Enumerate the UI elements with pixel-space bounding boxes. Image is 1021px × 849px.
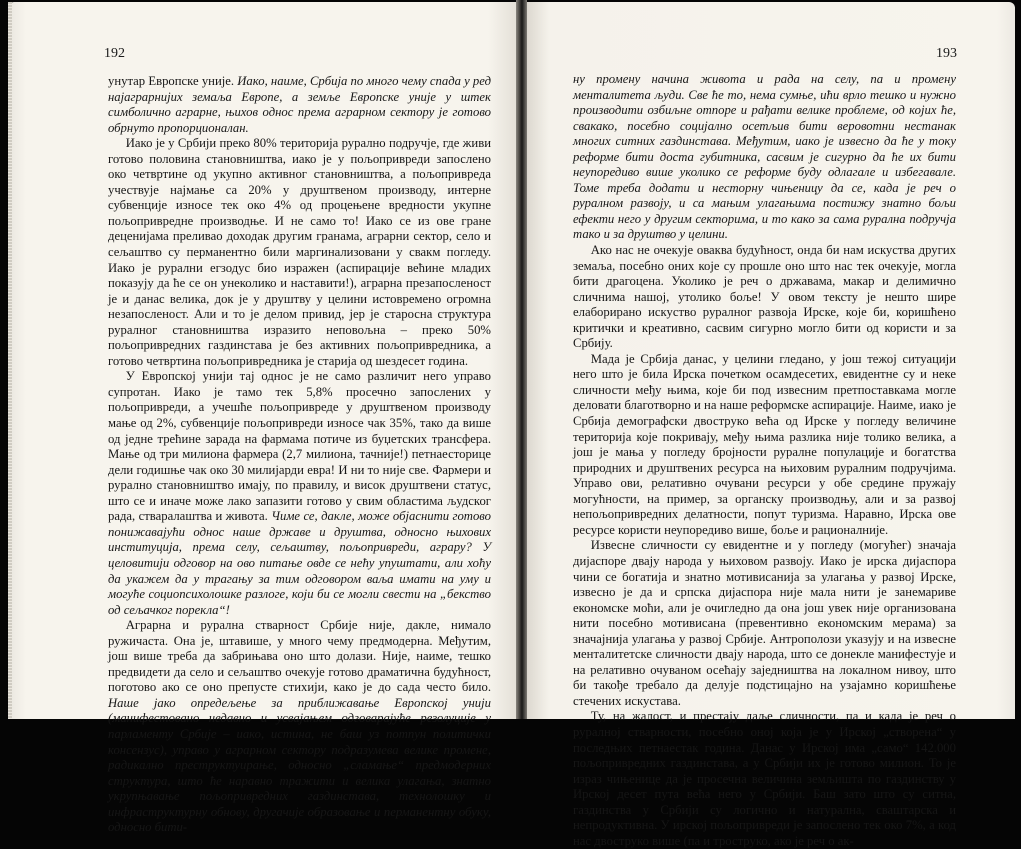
paragraph bbox=[573, 709, 956, 849]
paragraph-text: Иако је у Србији преко 80% територија рурално подручје, где живи готово половина становништва, иако је у пољопривреди запослено око четвртине од укупно активног становништва, а пољопривреда учествује најмање са 20% у друштвеном производу, интерне субвенције износе тек око 4% од процењене вредности укупне пољопривредне производње. И не само то! Иако се из ове гране деценијама преливао доходак другим гранама, аграрни сектор, село и сељаштво су перманентно били маргинализовани у свакм погледу. Иако је рурални егзодус био изражен (аспирације већине младих показују да ће се он унеколико и наставити!), аграрна презапосленост је и данас велика, док је у друштву у целини истовремено огромна незапосленост. Али и то је делом привид, јер је старосна структура руралног становништва изразито неповољна – преко 50% пољопривредних газдинстава је без активних пољопривредника, а готово четвртина пољопривредника је старија од шездесет година. bbox=[108, 136, 491, 368]
paragraph bbox=[573, 72, 956, 243]
paragraph bbox=[108, 136, 491, 369]
left-page-text bbox=[108, 74, 491, 836]
left-page bbox=[8, 2, 516, 835]
paragraph bbox=[108, 618, 491, 836]
page-number-right: 193 bbox=[936, 46, 957, 61]
paragraph bbox=[573, 243, 956, 352]
paragraph-text: Извесне сличности су евидентне и у погледу (могућег) значаја дијаспоре двају народа у њиховом развоју. Иако је ирска дијаспора чини се богатија и знатно мотивисанија за улагања у развој Ирске, извесно је да и српска дијаспора није мала нити је занемариве економске моћи, али је очигледно да она још увек није организована нити посебно мотивисана (превентивно економским мерама) за значајнија улагања у развој Србије. Антрополози указују и на извесне менталитетске сличности двају народа, што се донекле манифестује и на релативно очуваном осећају заједништва на локалном нивоу, што би такође требало да делује подстицајно на узајамно коришћење стечених искустава. bbox=[573, 538, 956, 708]
paragraph bbox=[573, 538, 956, 709]
paragraph bbox=[573, 352, 956, 539]
paragraph-italic: Чиме се, дакле, може објаснити готово понижавајући однос наше државе и друштва, односно њихових институција, према селу, сељаштву, пољопривреди, аграру? У целовитији одговор на ово питање овде се нећу упуштати, али хоћу да укажем да у трагању за тим одговором ваља имати на уму и могуће социопсихолошке разлоге, који би се могли свести на „бекство од сељачког порекла“! bbox=[108, 509, 491, 617]
paragraph-italic: Наше јако опредељење за приближавање Европској унији (манифестовано недавно и усвајањем одговарајуће резолуције у парламенту Србије – иако, истина, не баш уз потпун политички консензус), управо у аграрном сектору подразумева велике промене, радикално преструктуирање, односно „сламање“ предмодерних структура, што ће наравно тражити и велика улагања, знатно укрупњавање пољопривредних газдинстава, технолошку и инфраструктурну обнову, другачије образовање и перманентну обуку, односно бити- bbox=[108, 695, 491, 835]
paragraph-text: Ако нас не очекује оваква будућност, онда би нам искуства других земаља, посебно оних које су прошле оно што нас тек очекује, могла бити драгоцена. Уколико је реч о државама, макар и делимично сличнима нашој, утолико боље! У овом тексту је нешто шире елаборирано искуство руралног развоја Ирске, које би, коришћено критички и креативно, сасвим сигурно могло бити од користи и за Србију. bbox=[573, 243, 956, 351]
paragraph-text: Ту, на жалост, и престају даље сличности, па и када је реч о руралној стварности, посебно оној која је у Ирској „створена“ у последњих петнаестак година. Данас у Ирској има „само“ 142.000 пољопривредних газдинстава, а у Србији их је готово милион. То је израз чињенице да је просечна величина земљишта по газдинству у Ирској десет пута већа него у Србији. Баш зато што су ситна, газдинства у Србији су логично и натурална, сваштарска и непродуктивна. У ирској пољопривреди је запослено тек око 7%, а код нас двоструко више (па и троструко, ако је реч о ак- bbox=[573, 709, 956, 848]
page-number-left: 192 bbox=[104, 46, 125, 61]
paragraph-text: Аграрна и рурална стварност Србије није, дакле, нимало ружичаста. Она је, штавише, у много чему предмодерна. Међутим, још више треба да забрињава оно што долази. Није, наиме, тешко предвидети да село и сељаштво очекује готово драматична будућност, поготово ако се оно препусте стихији, како је до сада често било. bbox=[108, 618, 491, 695]
paragraph-italic: ну промену начина живота и рада на селу, па и промену менталитета људи. Све ће то, нема сумње, ићи врло тешко и нужно производити озбиљне отпоре и рађати велике проблеме, од којих ће, свакако, посебно социјално осетљив бити веровотни нестанак многих ситних газдинстава. Међутим, иако је извесно да ће у току реформе бити доста губитника, сасвим је сигурно да ће их бити неупоредиво више уколико се реформе буду одлагале и избегавале. Томе треба додати и несторну чињеницу да се, када је реч о руралном развоју, и са мањим улагањима постижу знатно бољи ефекти него у другим секторима, и то како за сама рурална подручја тако и за друштво у целини. bbox=[573, 72, 956, 242]
paragraph-text: У Европској унији тај однос је не само различит него управо супротан. Иако је тамо тек 5,8% просечно запослених у пољопривреди, а учешће пољопривреде у друштвеном производу мање од 2%, субвенције пољопривреди износе чак 35%, тако да више од једне трећине зарада на фармама потиче из буџетских трансфера. Мање од три милиона фармера (2,7 милиона, тачније!) петнаесторице дели годишње чак око 30 милијарди евра! И ни то није све. Фармери и рурално становништво имају, по правилу, и висок друштвени статус, што се и иначе може лако запазити готово у свим областима људског рада, стваралаштва и живота. bbox=[108, 369, 491, 524]
paragraph-text: Мада је Србија данас, у целини гледано, у још тежој ситуацији него што је била Ирска почетком осамдесетих, евидентне су и неке сличности међу њима, које би под извесним претпоставкама могле деловати благотворно и на наше реформске аспирације. Наиме, иако је Србија демографски двоструко већа од Ирске у погледу величине територија које покривају, међу њима разлика није толико велика, а још је мања у погледу бројности руралне популације и богатства природних и друштвених ресурса на њиховим руралним подручјима. Управо ови, релативно очувани ресурси у обе средине пружају могућности, на пример, за органску производњу, али и за развој непољопривредних делатности, попут туризма. Наравно, Ирска ове ресурсе користи неупоредиво више, боље и рационалније. bbox=[573, 351, 956, 537]
right-page bbox=[527, 2, 1015, 848]
paragraph-text: унутар Европске уније. bbox=[108, 74, 235, 88]
paragraph-italic: Иако, наиме, Србија по много чему спада у ред најаграрнијих земаља Европе, а земље Европске уније у штек симболично аграрне, њихов однос према аграрном сектору је готово обрнуто пропорционалан. bbox=[108, 74, 492, 135]
paragraph bbox=[108, 369, 491, 618]
paragraph bbox=[108, 74, 491, 136]
page-edges bbox=[8, 2, 12, 719]
book-gutter bbox=[516, 0, 527, 719]
right-page-text bbox=[573, 72, 956, 849]
